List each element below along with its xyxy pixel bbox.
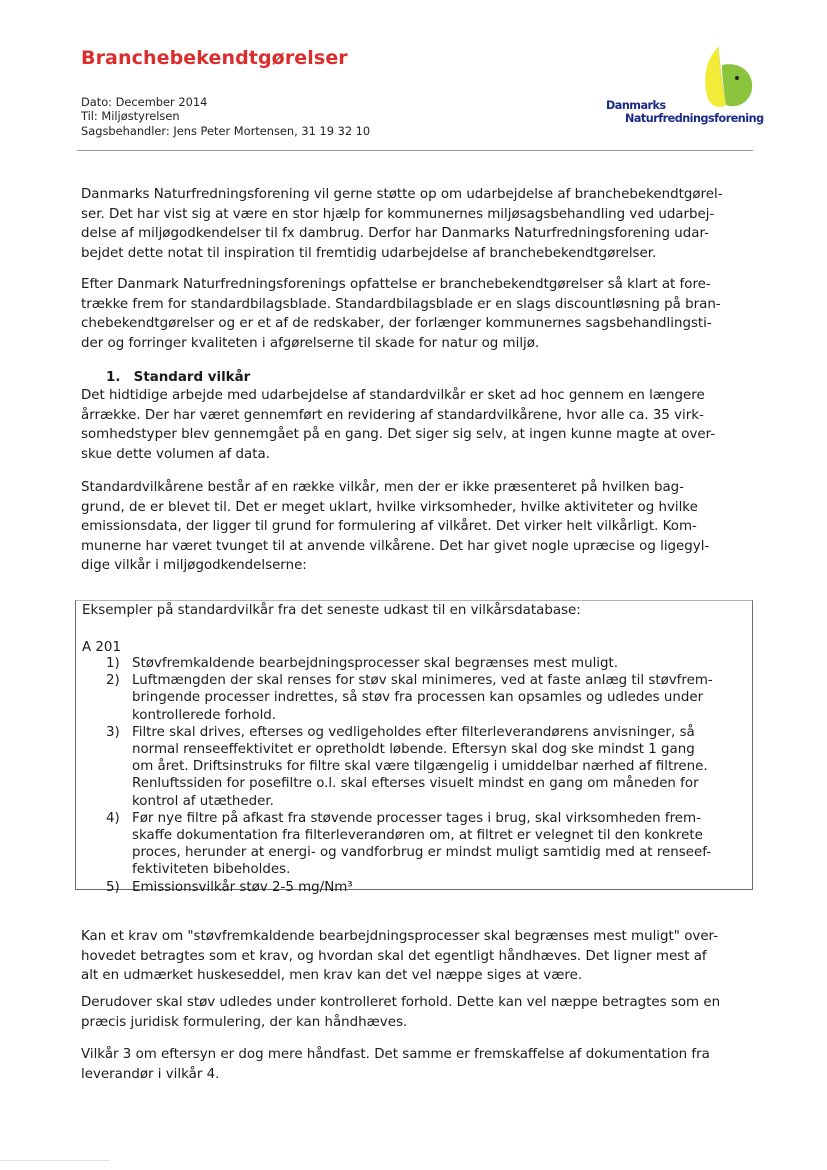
- item-number: 4): [106, 810, 120, 826]
- page-bottom-mark: [0, 1160, 110, 1161]
- document-title: Branchebekendtgørelser: [81, 47, 348, 69]
- example-conditions-box: [75, 600, 753, 895]
- item-text: Før nye filtre på afkast fra støvende processer tages i brug, skal virksomheden frem- skaffe dokumentation fra filterleverandøren om, at filtret er velegnet til den konkrete proces, herunder at energi- og vandforbrug er mindst muligt samtidig med at renseef- fektiviteten bibeholdes.: [132, 810, 712, 878]
- header-divider: [77, 150, 753, 151]
- conditions-list: [82, 655, 742, 896]
- paragraph-history: Det hidtidige arbejde med udarbejdelse af standardvilkår er sket ad hoc gennem en længere årrække. Der har været gennemført en revidering af standardvilkårene, hvor alle ca. 35 virk- somhedstyper blev gennemgået på en gang. Det siger sig selv, at ingen kunne magte at over- skue dette volumen af data.: [81, 388, 716, 462]
- item-text: Emissionsvilkår støv 2-5 mg/Nm³: [132, 879, 353, 895]
- condition-code: A 201: [82, 640, 121, 655]
- item-number: 5): [106, 879, 120, 895]
- paragraph-criticism: Standardvilkårene består af en række vilkår, men der er ikke præsenteret på hvilken bag- grund, de er blevet til. Det er meget uklart, hvilke virksomheder, hvilke aktiviteter og hvilke emissionsdata, der ligger til grund for formulering af vilkåret. Det virker helt vilkårligt. Kom- munerne har været tvunget til at anvende vilkårene. Det har givet nogle upræcise og ligegyl- dige vilkår i miljøgodkendelserne:: [81, 480, 710, 574]
- list-item: [82, 724, 742, 810]
- section-heading: [106, 368, 250, 388]
- item-text: Filtre skal drives, efterses og vedligeholdes efter filterleverandørens anvisninger, så normal renseeffektivitet er opretholdt løbende. Eftersyn skal dog ske mindst 1 gang om året. Driftsinstruks for filtre skal være tilgængelig i umiddelbar nærhed af filtrene. Renluftssiden for posefiltre o.l. skal efterses visuelt mindst en gang om måneden for kontrol af utætheder.: [132, 724, 708, 809]
- paragraph-opinion: Efter Danmark Naturfredningsforenings opfattelse er branchebekendtgørelser så klart at fore- trække frem for standardbilagsblade. Standardbilagsblade er en slags discountløsning på bran- chebekendtgørelser og er et af de redskaber, der forlænger kommunernes sagsbehandlingsti- der og forringer kvaliteten i afgørelserne til skade for natur og miljø.: [81, 277, 721, 351]
- item-number: 3): [106, 724, 120, 740]
- item-text: Støvfremkaldende bearbejdningsprocesser skal begrænses mest muligt.: [132, 656, 619, 671]
- list-item: [82, 655, 742, 672]
- paragraph-requirement-question: Kan et krav om "støvfremkaldende bearbejdningsprocesser skal begrænses mest muligt" over- hovedet betragtes som et krav, og hvordan skal det egentligt håndhæves. Det ligner mest af alt en udmærket huskeseddel, men krav kan det vel næppe siges at være.: [81, 929, 719, 984]
- section-title: Standard vilkår: [133, 370, 251, 385]
- organization-logo-text: [606, 99, 764, 125]
- paragraph-dust-control: Derudover skal støv udledes under kontrolleret forhold. Dette kan vel næppe betragtes som en præcis juridisk formulering, der kan håndhæves.: [81, 995, 721, 1030]
- paragraph-intro: Danmarks Naturfredningsforening vil gerne støtte op om udarbejdelse af branchebekendtgørel- ser. Det har vist sig at være en stor hjælp for kommunernes miljøsagsbehandling ved udarbej- delse af miljøgodkendelser til fx dambrug. Derfor har Danmarks Naturfredningsforening udar- bejdet dette notat til inspiration til fremtidig udarbejdelse af branchebekendtgørelser.: [81, 187, 723, 261]
- list-item: [82, 672, 742, 724]
- document-meta: [81, 95, 370, 138]
- section-number: 1.: [106, 370, 121, 385]
- item-text: Luftmængden der skal renses for støv skal minimeres, ved at faste anlæg til støvfrem- bringende processer indrettes, så støv fra processen kan opsamles og udledes under kontrollerede forhold.: [132, 673, 713, 723]
- logo-line-2: Naturfredningsforening: [625, 112, 764, 125]
- list-item: [82, 810, 742, 879]
- list-item: [82, 879, 742, 896]
- meta-recipient: Til: Miljøstyrelsen: [81, 109, 180, 124]
- box-heading: Eksempler på standardvilkår fra det seneste udkast til en vilkårsdatabase:: [82, 603, 581, 618]
- meta-case-officer: Sagsbehandler: Jens Peter Mortensen, 31 19 32 10: [81, 123, 371, 138]
- item-number: 2): [106, 673, 120, 689]
- paragraph-inspection: Vilkår 3 om eftersyn er dog mere håndfast. Det samme er fremskaffelse af dokumentation fra leverandør i vilkår 4.: [81, 1047, 710, 1082]
- meta-date: Dato: December 2014: [81, 95, 208, 109]
- logo-line-1: Danmarks: [606, 99, 666, 112]
- item-number: 1): [106, 656, 120, 671]
